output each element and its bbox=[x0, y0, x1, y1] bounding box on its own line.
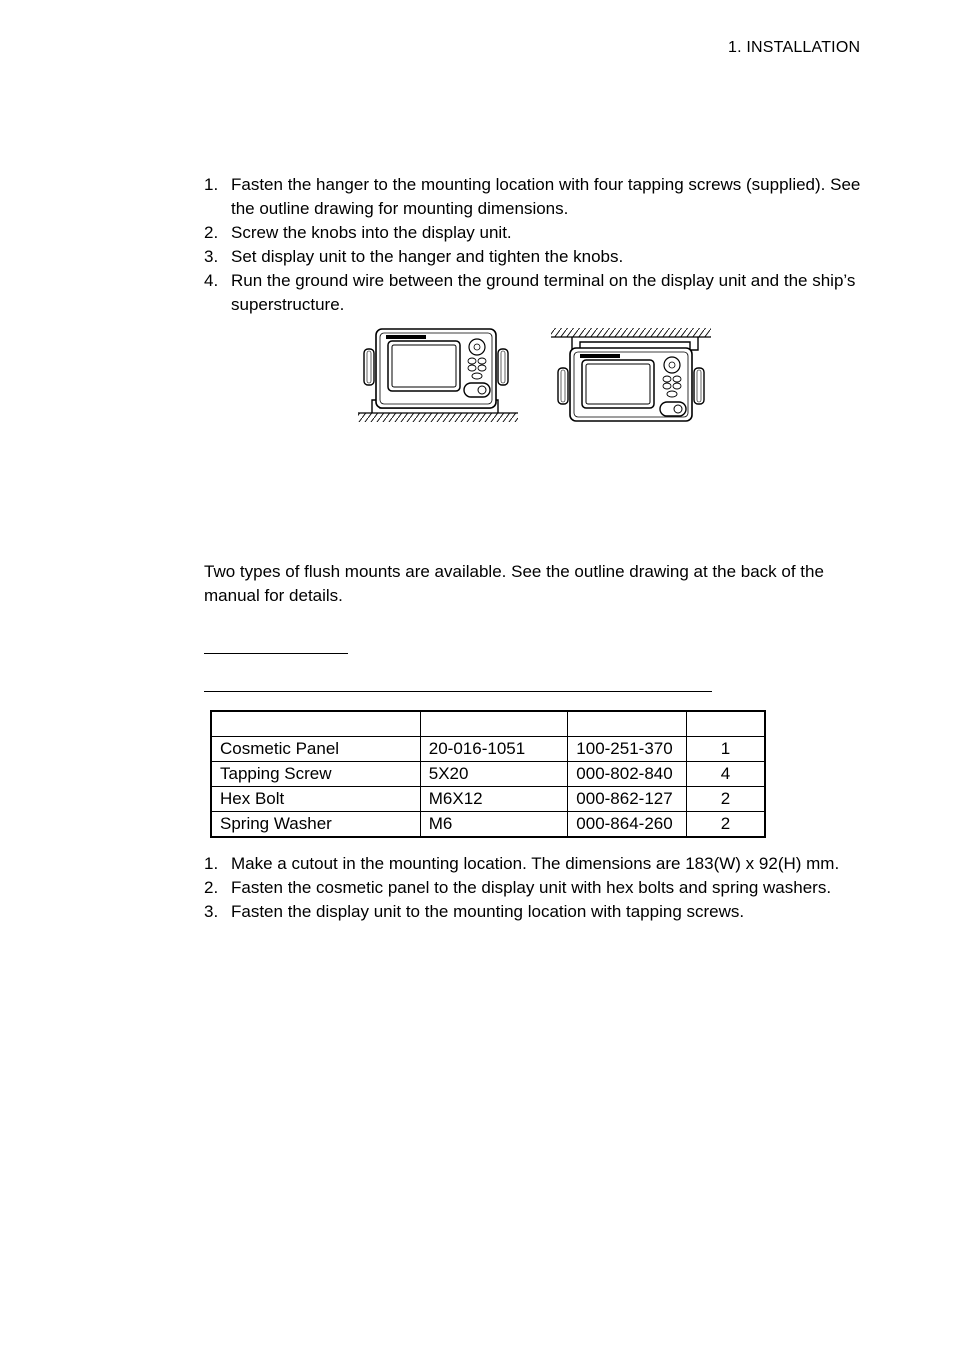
flush-steps-list bbox=[204, 852, 864, 924]
list-item: 4. Run the ground wire between the ground terminal on the display unit and the ship’s superstructure. bbox=[204, 271, 856, 314]
part-qty: 4 bbox=[686, 762, 765, 787]
part-name: Cosmetic Panel bbox=[211, 737, 420, 762]
overhead-mount-drawing bbox=[551, 328, 711, 421]
part-name: Spring Washer bbox=[211, 812, 420, 838]
part-name: Hex Bolt bbox=[211, 787, 420, 812]
hanger-steps-list bbox=[204, 173, 864, 317]
divider-long bbox=[204, 691, 712, 692]
part-type: M6 bbox=[420, 812, 568, 838]
table-header-row bbox=[211, 711, 765, 737]
table-row bbox=[211, 762, 765, 787]
desktop-mount-drawing bbox=[358, 329, 518, 422]
divider-short bbox=[204, 653, 348, 654]
parts-table bbox=[210, 710, 766, 838]
part-name: Tapping Screw bbox=[211, 762, 420, 787]
list-item: 3. Set display unit to the hanger and tighten the knobs. bbox=[204, 247, 624, 266]
part-type: 5X20 bbox=[420, 762, 568, 787]
list-item: 2. Screw the knobs into the display unit. bbox=[204, 223, 512, 242]
table-header-cell bbox=[568, 711, 687, 737]
part-code: 000-862-127 bbox=[568, 787, 687, 812]
list-item: 1. Make a cutout in the mounting location. The dimensions are 183(W) x 92(H) mm. bbox=[204, 854, 840, 873]
table-row bbox=[211, 787, 765, 812]
part-code: 000-864-260 bbox=[568, 812, 687, 838]
page-header-section: 1. INSTALLATION bbox=[728, 39, 861, 56]
part-qty: 2 bbox=[686, 787, 765, 812]
list-item: 3. Fasten the display unit to the mounting location with tapping screws. bbox=[204, 902, 745, 921]
part-code: 100-251-370 bbox=[568, 737, 687, 762]
list-item: 2. Fasten the cosmetic panel to the display unit with hex bolts and spring washers. bbox=[204, 878, 832, 897]
flush-mount-intro: Two types of flush mounts are available. See the outline drawing at the back of the manual for details. bbox=[204, 562, 824, 605]
table-header-cell bbox=[420, 711, 568, 737]
part-type: 20-016-1051 bbox=[420, 737, 568, 762]
table-row bbox=[211, 737, 765, 762]
mounting-illustration bbox=[350, 322, 720, 428]
table-row bbox=[211, 812, 765, 838]
table-header-cell bbox=[211, 711, 420, 737]
part-type: M6X12 bbox=[420, 787, 568, 812]
part-qty: 1 bbox=[686, 737, 765, 762]
part-code: 000-802-840 bbox=[568, 762, 687, 787]
part-qty: 2 bbox=[686, 812, 765, 838]
list-item: 1. Fasten the hanger to the mounting location with four tapping screws (supplied). See the outline drawing for mounting dimensions. bbox=[204, 175, 861, 218]
table-header-cell bbox=[686, 711, 765, 737]
